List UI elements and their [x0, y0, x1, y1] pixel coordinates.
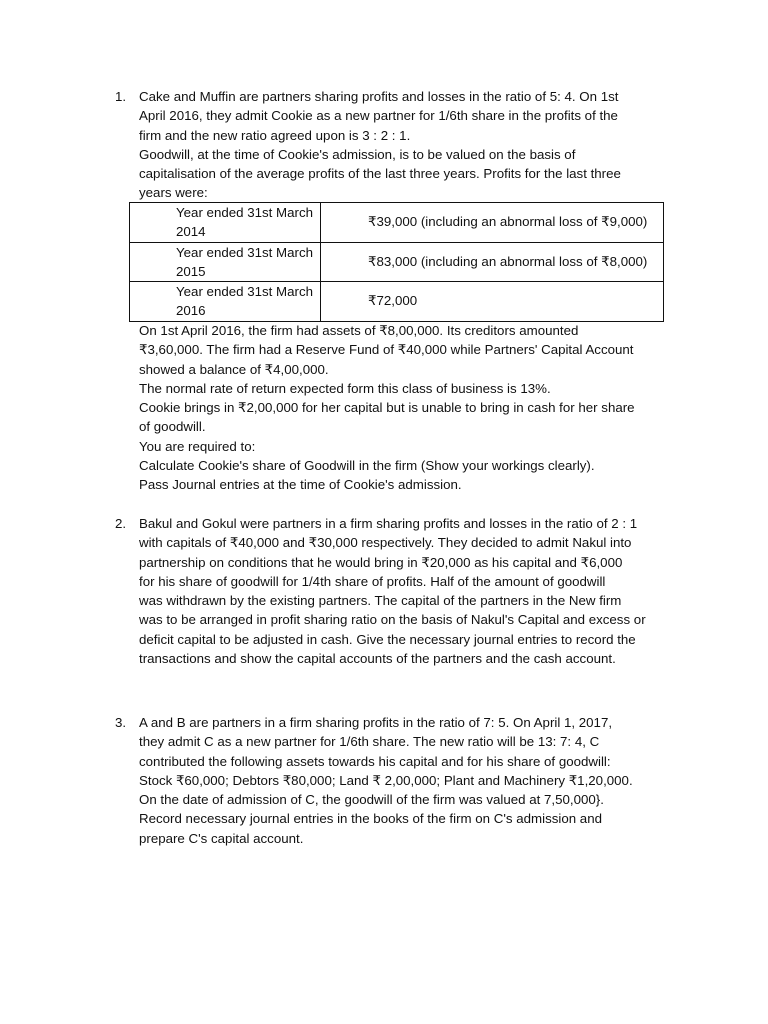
question-text-line: Cookie brings in ₹2,00,000 for her capital but is unable to bring in cash for her share — [139, 400, 635, 416]
question-text-line: was to be arranged in profit sharing ratio on the basis of Nakul's Capital and excess or — [139, 612, 646, 628]
question-text-line: You are required to: — [139, 438, 256, 454]
question-text-line: On 1st April 2016, the firm had assets of ₹8,00,000. Its creditors amounted — [139, 323, 579, 338]
year-label: Year ended 31st March — [176, 284, 314, 300]
question-text-line: The normal rate of return expected form this class of business is 13%. — [139, 380, 551, 396]
question-text-line: April 2016, they admit Cookie as a new partner for 1/6th share in the profits of the — [139, 108, 618, 124]
profit-cell — [321, 282, 664, 322]
table-row — [130, 203, 664, 243]
question-text-line: for his share of goodwill for 1/4th share of profits. Half of the amount of goodwill — [139, 573, 606, 589]
year-cell — [130, 282, 321, 322]
question-text-line: contributed the following assets towards his capital and for his share of goodwill: — [139, 753, 611, 769]
question-number: 1. — [115, 89, 127, 104]
question-text-line: capitalisation of the average profits of the last three years. Profits for the last three — [139, 166, 621, 182]
question-text-line: Cake and Muffin are partners sharing profits and losses in the ratio of 5: 4. On 1st — [139, 89, 619, 104]
question-number: 2. — [115, 516, 127, 531]
profit-cell — [321, 242, 664, 282]
question-text-line: On the date of admission of C, the goodwill of the firm was valued at 7,50,000}. — [139, 792, 604, 808]
question-text-line: Bakul and Gokul were partners in a firm sharing profits and losses in the ratio of 2 : 1 — [139, 516, 638, 531]
profit-value: ₹39,000 (including an abnormal loss of ₹9,000) — [368, 214, 648, 229]
year-label: Year ended 31st March — [176, 205, 314, 220]
question-text-line: of goodwill. — [139, 419, 206, 435]
question-text-line: Record necessary journal entries in the books of the firm on C's admission and — [139, 811, 602, 827]
profits-table — [129, 202, 664, 322]
question-body — [139, 514, 679, 668]
question-text-line: Goodwill, at the time of Cookie's admission, is to be valued on the basis of — [139, 146, 576, 162]
year-value: 2015 — [176, 263, 206, 279]
question-text-line: showed a balance of ₹4,00,000. — [139, 361, 329, 377]
year-label: Year ended 31st March — [176, 244, 314, 260]
profit-cell — [321, 203, 664, 243]
question-text-line: prepare C's capital account. — [139, 830, 304, 846]
question-text-line: A and B are partners in a firm sharing profits in the ratio of 7: 5. On April 1, 2017, — [139, 715, 613, 730]
question-text-line: Calculate Cookie's share of Goodwill in the firm (Show your workings clearly). — [139, 458, 595, 474]
question-text-line: ₹3,60,000. The firm had a Reserve Fund of ₹40,000 while Partners' Capital Account — [139, 342, 634, 358]
profit-value: ₹72,000 — [368, 293, 418, 309]
question-text-line: partnership on conditions that he would bring in ₹20,000 as his capital and ₹6,000 — [139, 554, 623, 570]
table-row — [130, 282, 664, 322]
question-body — [139, 321, 679, 495]
question-text-line: deficit capital to be adjusted in cash. Give the necessary journal entries to record the — [139, 631, 636, 647]
question-text-line: with capitals of ₹40,000 and ₹30,000 respectively. They decided to admit Nakul into — [139, 535, 632, 551]
year-cell — [130, 203, 321, 243]
table-row — [130, 242, 664, 282]
question-body — [139, 87, 679, 203]
question-text-line: firm and the new ratio agreed upon is 3 : 2 : 1. — [139, 127, 411, 143]
question-text-line: Pass Journal entries at the time of Cookie's admission. — [139, 477, 462, 493]
year-cell — [130, 242, 321, 282]
question-text-line: Stock ₹60,000; Debtors ₹80,000; Land ₹ 2,00,000; Plant and Machinery ₹1,20,000. — [139, 772, 633, 788]
question-text-line: was withdrawn by the existing partners. The capital of the partners in the New firm — [139, 593, 622, 609]
year-value: 2016 — [176, 303, 206, 319]
question-text-line: they admit C as a new partner for 1/6th share. The new ratio will be 13: 7: 4, C — [139, 734, 600, 750]
question-text-line: transactions and show the capital accounts of the partners and the cash account. — [139, 651, 616, 667]
profit-value: ₹83,000 (including an abnormal loss of ₹8,000) — [368, 253, 648, 269]
question-number: 3. — [115, 715, 127, 730]
question-text-line: years were: — [139, 185, 208, 201]
question-body — [139, 713, 679, 848]
year-value: 2014 — [176, 224, 206, 240]
